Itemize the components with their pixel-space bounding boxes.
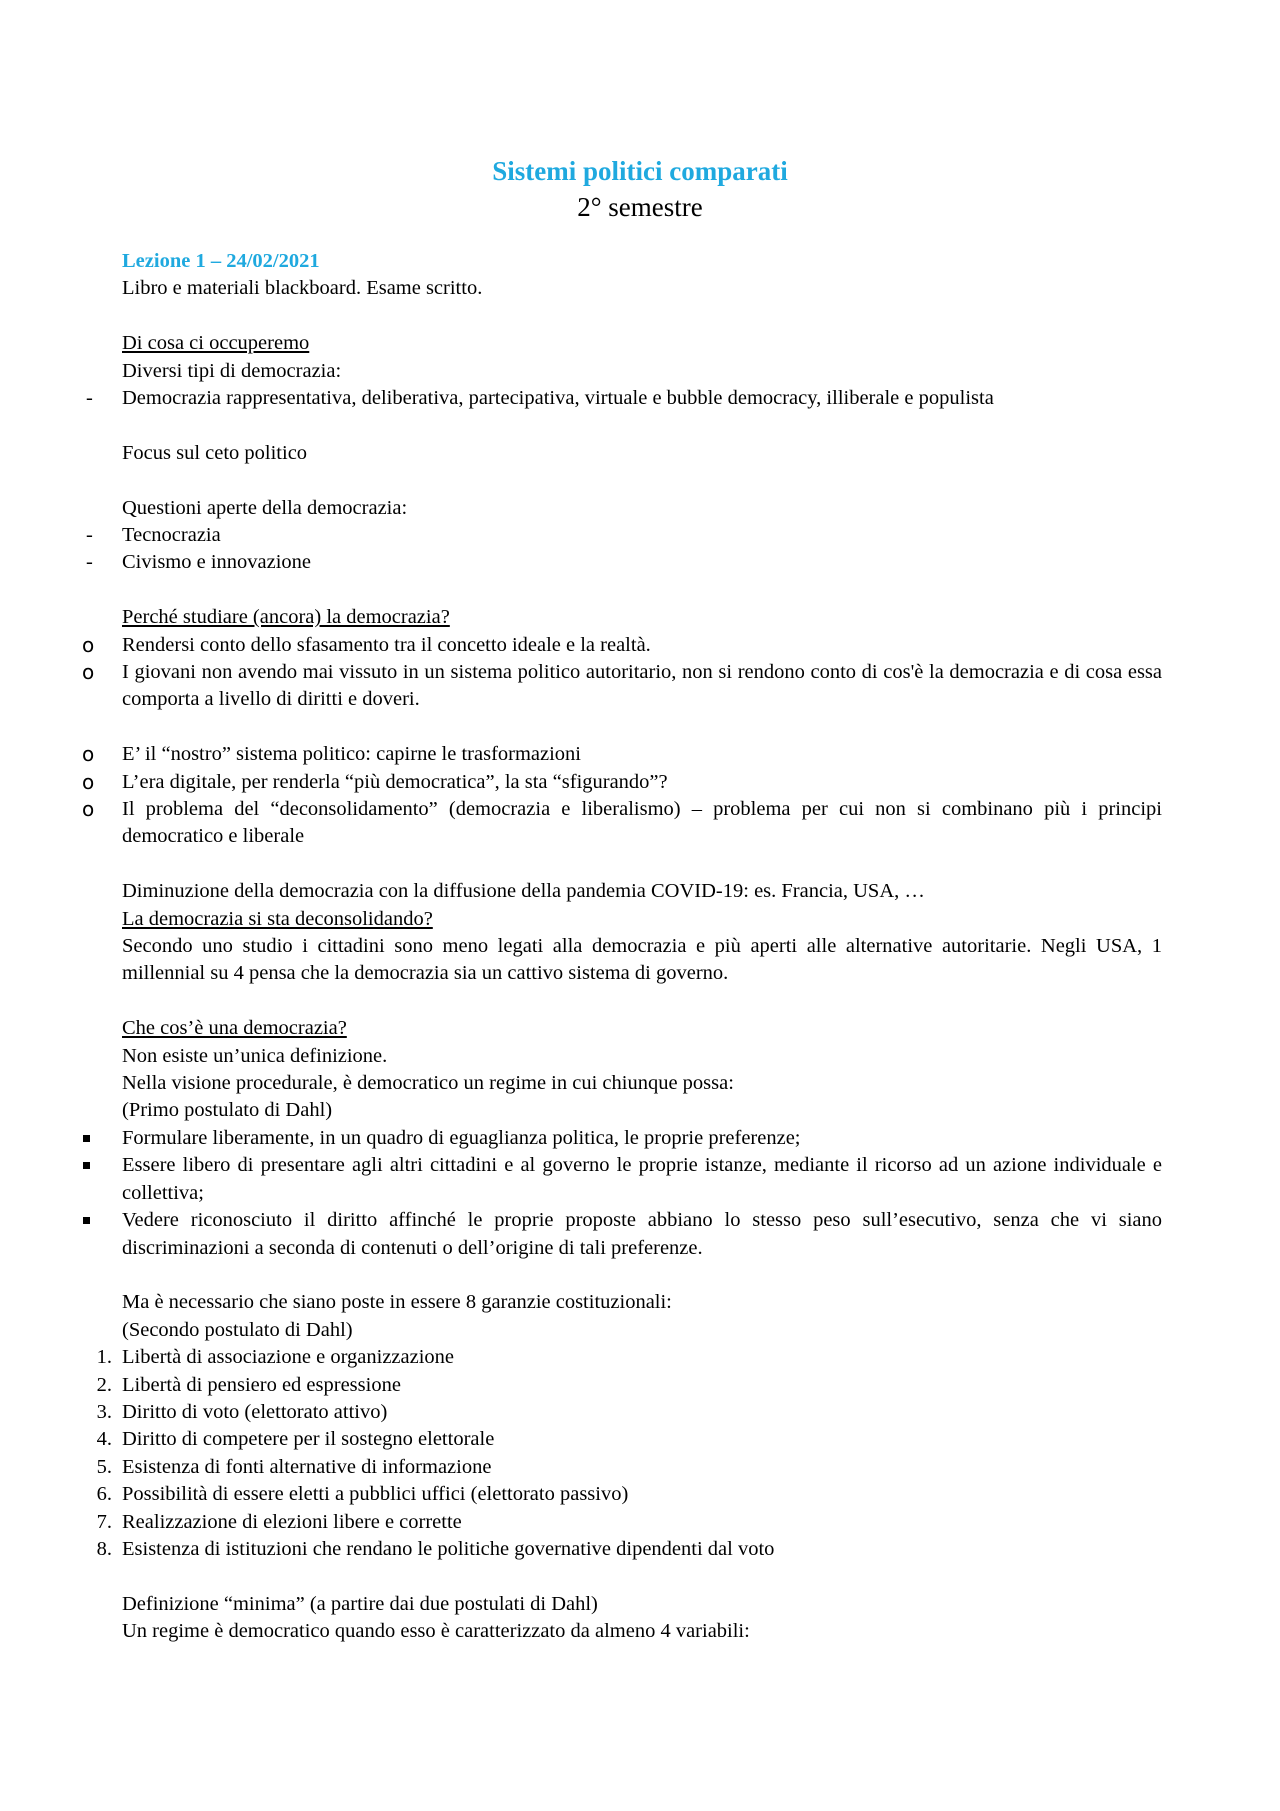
item-number: 6.	[96, 1483, 112, 1506]
dash-bullet: -	[86, 551, 93, 574]
document-title: Sistemi politici comparati	[492, 156, 788, 186]
circle-bullet: o	[82, 797, 95, 822]
list-item-text: I giovani non avendo mai vissuto in un sistema politico autoritario, non si rendono conto di cos'è la democrazia e di cosa essa comporta a livello di diritti e doveri.	[122, 661, 1162, 711]
item-number: 8.	[96, 1537, 112, 1560]
postulate-1: (Primo postulato di Dahl)	[122, 1099, 333, 1122]
square-bullet-icon	[83, 1162, 90, 1169]
postulate-2: (Secondo postulato di Dahl)	[122, 1318, 353, 1341]
item-number: 7.	[96, 1510, 112, 1533]
open-questions-label: Questioni aperte della democrazia:	[122, 496, 408, 519]
definizione-line-1: Non esiste un’unica definizione.	[122, 1044, 388, 1067]
list-item	[82, 659, 1162, 714]
list-item-text: Il problema del “deconsolidamento” (democrazia e liberalismo) – problema per cui non si combinano più i principi democratico e liberale	[122, 798, 1162, 848]
garanzie-intro: Ma è necessario che siano poste in essere 8 garanzie costituzionali:	[122, 1291, 672, 1314]
section-heading-perche: Perché studiare (ancora) la democrazia?	[122, 606, 450, 629]
item-number: 1.	[96, 1346, 112, 1369]
circle-bullet: o	[82, 769, 95, 794]
numbered-item	[96, 1481, 1162, 1508]
deconsolidando-text: Secondo uno studio i cittadini sono meno legati alla democrazia e più aperti alle alternative autoritarie. Negli USA, 1 millennial su 4 pensa che la democrazia sia un cattivo sistema di governo.	[122, 935, 1162, 985]
list-item-text: Libertà di associazione e organizzazione	[122, 1346, 455, 1369]
intro-text: Libro e materiali blackboard. Esame scritto.	[122, 277, 483, 300]
list-item-text: Formulare liberamente, in un quadro di eguaglianza politica, le proprie preferenze;	[122, 1126, 801, 1149]
numbered-item	[96, 1344, 1162, 1371]
lesson-heading: Lezione 1 – 24/02/2021	[122, 250, 320, 272]
square-bullet-icon	[83, 1135, 90, 1142]
dash-bullet: -	[86, 524, 93, 547]
list-item	[82, 769, 1162, 796]
circle-bullet: o	[82, 632, 95, 657]
list-item	[86, 522, 1162, 549]
list-item-text: Esistenza di fonti alternative di informazione	[122, 1455, 492, 1478]
list-item-text: Rendersi conto dello sfasamento tra il concetto ideale e la realtà.	[122, 633, 651, 656]
list-item	[86, 549, 1162, 576]
list-item-text: Democrazia rappresentativa, deliberativa, partecipativa, virtuale e bubble democracy, illiberale e populista	[122, 387, 994, 410]
item-number: 5.	[96, 1455, 112, 1478]
numbered-item	[96, 1399, 1162, 1426]
list-item	[82, 796, 1162, 851]
numbered-item	[96, 1454, 1162, 1481]
section-heading-definizione: Che cos’è una democrazia?	[122, 1017, 347, 1040]
list-item	[86, 385, 1162, 412]
square-bullet-icon	[83, 1217, 90, 1224]
minima-heading: Definizione “minima” (a partire dai due postulati di Dahl)	[122, 1592, 598, 1615]
numbered-item	[96, 1426, 1162, 1453]
numbered-item	[96, 1536, 1162, 1563]
list-item-text: Realizzazione di elezioni libere e corrette	[122, 1510, 462, 1533]
list-item	[82, 632, 1162, 659]
list-item-text: Diritto di competere per il sostegno elettorale	[122, 1428, 495, 1451]
list-item-text: Esistenza di istituzioni che rendano le politiche governative dipendenti dal voto	[122, 1537, 775, 1560]
list-item-text: Vedere riconosciuto il diritto affinché le proprie proposte abbiano lo stesso peso sull’esecutivo, senza che vi siano discriminazioni a seconda di contenuti o dell’origine di tali preferenze.	[122, 1209, 1162, 1259]
list-item	[122, 1207, 1162, 1262]
list-item-text: E’ il “nostro” sistema politico: capirne le trasformazioni	[122, 743, 582, 766]
numbered-item	[96, 1509, 1162, 1536]
list-item	[82, 741, 1162, 768]
list-item-text: Civismo e innovazione	[122, 551, 312, 574]
document-body	[82, 248, 1162, 1646]
list-item-text: L’era digitale, per renderla “più democratica”, la sta “sfigurando”?	[122, 770, 668, 793]
list-item-text: Tecnocrazia	[122, 524, 221, 547]
circle-bullet: o	[82, 742, 95, 767]
focus-text: Focus sul ceto politico	[122, 441, 308, 464]
section-heading-deconsolidando: La democrazia si sta deconsolidando?	[122, 907, 433, 930]
list-item-text: Libertà di pensiero ed espressione	[122, 1373, 401, 1396]
democracy-types-label: Diversi tipi di democrazia:	[122, 359, 342, 382]
minima-text: Un regime è democratico quando esso è caratterizzato da almeno 4 variabili:	[122, 1620, 750, 1643]
list-item-text: Diritto di voto (elettorato attivo)	[122, 1400, 388, 1423]
list-item-text: Essere libero di presentare agli altri cittadini e al governo le proprie istanze, mediante il ricorso ad un azione individuale e collettiva;	[122, 1154, 1162, 1204]
covid-note: Diminuzione della democrazia con la diffusione della pandemia COVID-19: es. Francia, USA, …	[122, 880, 925, 903]
circle-bullet: o	[82, 660, 95, 685]
list-item-text: Possibilità di essere eletti a pubblici uffici (elettorato passivo)	[122, 1483, 629, 1506]
definizione-line-2: Nella visione procedurale, è democratico un regime in cui chiunque possa:	[122, 1072, 734, 1095]
item-number: 2.	[96, 1373, 112, 1396]
item-number: 3.	[96, 1400, 112, 1423]
numbered-item	[96, 1372, 1162, 1399]
section-heading-occuperemo: Di cosa ci occuperemo	[122, 332, 310, 355]
dash-bullet: -	[86, 387, 93, 410]
item-number: 4.	[96, 1428, 112, 1451]
list-item	[122, 1152, 1162, 1207]
document-subtitle: 2° semestre	[577, 192, 703, 222]
list-item	[122, 1125, 1162, 1152]
